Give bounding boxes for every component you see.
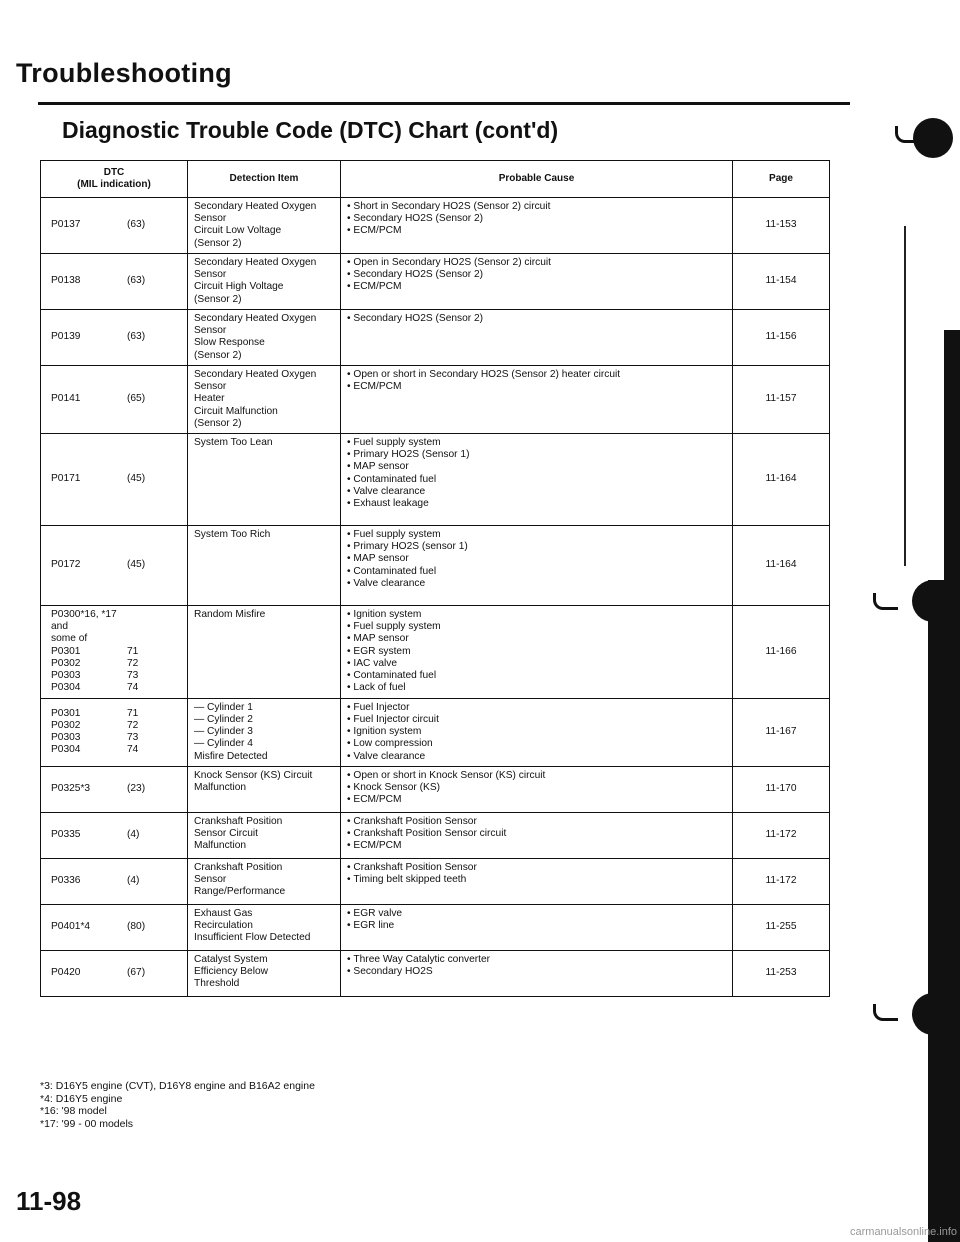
probable-cause-item: • Contaminated fuel <box>347 670 726 682</box>
mil-indication: 73 <box>127 732 139 744</box>
section-tab-marker <box>913 118 953 158</box>
table-row <box>41 525 830 605</box>
probable-cause-cell <box>341 605 733 698</box>
probable-cause-item: • Fuel supply system <box>347 529 726 541</box>
detection-item-cell <box>188 525 341 605</box>
detection-item-line: System Too Rich <box>194 528 271 540</box>
dtc-code-line <box>51 393 181 405</box>
detection-item-line: Catalyst System <box>194 953 268 965</box>
dtc-code-line <box>51 331 181 343</box>
probable-cause-item: • Fuel supply system <box>347 437 726 449</box>
probable-cause-item: • ECM/PCM <box>347 381 726 393</box>
mil-indication: 74 <box>127 682 139 694</box>
dtc-code-line <box>51 708 181 720</box>
detection-item-line: Efficiency Below <box>194 966 268 978</box>
page-reference: 11-154 <box>733 253 830 309</box>
dtc-code-line <box>51 670 181 682</box>
probable-cause-item: • Fuel Injector <box>347 702 726 714</box>
probable-cause-item: • Timing belt skipped teeth <box>347 874 726 886</box>
detection-item-line: Crankshaft Position <box>194 861 283 873</box>
dtc-code: P0335 <box>51 829 81 841</box>
header-detection-item: Detection Item <box>188 161 341 198</box>
probable-cause-cell <box>341 198 733 254</box>
dtc-code: P0138 <box>51 275 81 287</box>
probable-cause-item: • Short in Secondary HO2S (Sensor 2) circuit <box>347 201 726 213</box>
probable-cause-item: • EGR line <box>347 920 726 932</box>
page-edge-line <box>904 226 906 566</box>
detection-item-line: Crankshaft Position <box>194 815 283 827</box>
dtc-code: P0172 <box>51 559 81 571</box>
dtc-code-line <box>51 621 181 633</box>
mil-indication: (4) <box>127 875 140 887</box>
detection-item-line: — Cylinder 4 <box>194 738 253 750</box>
dtc-code: P0137 <box>51 219 81 231</box>
mil-indication: (45) <box>127 473 146 485</box>
probable-cause-item: • Fuel supply system <box>347 621 726 633</box>
dtc-code: P0336 <box>51 875 81 887</box>
section-tab-hook <box>873 593 898 610</box>
page-title: Troubleshooting <box>16 58 232 88</box>
dtc-code-line <box>51 720 181 732</box>
probable-cause-item: • Crankshaft Position Sensor <box>347 816 726 828</box>
detection-item-line: Knock Sensor (KS) Circuit <box>194 769 313 781</box>
header-page: Page <box>733 161 830 198</box>
table-row <box>41 253 830 309</box>
page-reference: 11-172 <box>733 812 830 858</box>
section-tab-hook <box>873 1004 898 1021</box>
detection-item-line: Secondary Heated Oxygen Sensor <box>194 312 317 337</box>
page-reference: 11-255 <box>733 904 830 950</box>
table-row <box>41 858 830 904</box>
probable-cause-cell <box>341 812 733 858</box>
dtc-code-line <box>51 682 181 694</box>
probable-cause-item: • Contaminated fuel <box>347 566 726 578</box>
dtc-code-line <box>51 275 181 287</box>
probable-cause-item: • Knock Sensor (KS) <box>347 782 726 794</box>
probable-cause-item: • Contaminated fuel <box>347 474 726 486</box>
header-probable-cause: Probable Cause <box>341 161 733 198</box>
dtc-code: some of <box>51 633 88 645</box>
detection-item-line: Misfire Detected <box>194 750 268 762</box>
dtc-code-line <box>51 744 181 756</box>
dtc-code-line <box>51 559 181 571</box>
detection-item-cell <box>188 198 341 254</box>
probable-cause-cell <box>341 766 733 812</box>
probable-cause-item: • Open or short in Knock Sensor (KS) circuit <box>347 770 726 782</box>
dtc-code-cell <box>41 309 188 365</box>
detection-item-line: Malfunction <box>194 840 247 852</box>
dtc-code-line <box>51 609 181 621</box>
detection-item-line: Threshold <box>194 978 240 990</box>
probable-cause-item: • Lack of fuel <box>347 682 726 694</box>
dtc-code: P0325*3 <box>51 783 91 795</box>
page-reference: 11-157 <box>733 365 830 433</box>
page-edge-bar <box>944 330 960 590</box>
detection-item-line: — Cylinder 3 <box>194 726 253 738</box>
header-dtc: DTC (MIL indication) <box>41 161 188 198</box>
probable-cause-cell <box>341 525 733 605</box>
detection-item-cell <box>188 698 341 766</box>
detection-item-cell <box>188 858 341 904</box>
table-header-row <box>41 161 830 198</box>
mil-indication: (63) <box>127 331 146 343</box>
probable-cause-item: • Crankshaft Position Sensor <box>347 862 726 874</box>
detection-item-line: (Sensor 2) <box>194 417 242 429</box>
probable-cause-item: • Valve clearance <box>347 751 726 763</box>
detection-item-line: Exhaust Gas <box>194 907 253 919</box>
probable-cause-item: • Ignition system <box>347 609 726 621</box>
detection-item-line: Secondary Heated Oxygen Sensor <box>194 368 317 393</box>
table-row <box>41 766 830 812</box>
detection-item-cell <box>188 605 341 698</box>
mil-indication: 71 <box>127 645 139 657</box>
detection-item-line: Sensor <box>194 874 227 886</box>
dtc-code-line <box>51 875 181 887</box>
dtc-chart-table <box>40 160 830 997</box>
mil-indication: (67) <box>127 967 146 979</box>
probable-cause-item: • Primary HO2S (sensor 1) <box>347 541 726 553</box>
dtc-code-line <box>51 967 181 979</box>
dtc-code: P0420 <box>51 967 81 979</box>
page-reference: 11-164 <box>733 433 830 525</box>
probable-cause-item: • ECM/PCM <box>347 281 726 293</box>
table-row <box>41 605 830 698</box>
dtc-code: P0141 <box>51 393 81 405</box>
dtc-code-cell <box>41 433 188 525</box>
detection-item-line: Insufficient Flow Detected <box>194 932 311 944</box>
dtc-code: P0401*4 <box>51 921 91 933</box>
dtc-code-cell <box>41 605 188 698</box>
table-row <box>41 698 830 766</box>
dtc-code: P0303 <box>51 670 81 682</box>
dtc-code-line <box>51 646 181 658</box>
dtc-code-cell <box>41 950 188 996</box>
dtc-code: P0139 <box>51 331 81 343</box>
probable-cause-item: • ECM/PCM <box>347 225 726 237</box>
dtc-code: P0300*16, *17 <box>51 608 117 620</box>
probable-cause-cell <box>341 309 733 365</box>
dtc-code: P0303 <box>51 732 81 744</box>
table-row <box>41 950 830 996</box>
mil-indication: 74 <box>127 744 139 756</box>
probable-cause-item: • MAP sensor <box>347 633 726 645</box>
mil-indication: (63) <box>127 275 146 287</box>
table-row <box>41 309 830 365</box>
probable-cause-item: • MAP sensor <box>347 461 726 473</box>
page-reference: 11-172 <box>733 858 830 904</box>
dtc-code-line <box>51 732 181 744</box>
dtc-code-cell <box>41 525 188 605</box>
detection-item-line: Circuit Low Voltage <box>194 225 282 237</box>
dtc-code-cell <box>41 253 188 309</box>
detection-item-line: — Cylinder 1 <box>194 701 253 713</box>
detection-item-cell <box>188 904 341 950</box>
watermark: carmanualsonline.info <box>850 1226 958 1238</box>
page-number: 11-98 <box>16 1186 82 1216</box>
probable-cause-item: • MAP sensor <box>347 553 726 565</box>
dtc-code-line <box>51 473 181 485</box>
probable-cause-item: • Fuel Injector circuit <box>347 714 726 726</box>
dtc-code-cell <box>41 365 188 433</box>
dtc-code-line <box>51 783 181 795</box>
mil-indication: (45) <box>127 559 146 571</box>
detection-item-line: Sensor Circuit <box>194 828 258 840</box>
mil-indication: 71 <box>127 707 139 719</box>
dtc-code-cell <box>41 858 188 904</box>
dtc-code: P0304 <box>51 744 81 756</box>
table-body <box>41 198 830 997</box>
probable-cause-item: • Valve clearance <box>347 486 726 498</box>
probable-cause-cell <box>341 858 733 904</box>
detection-item-line: Heater <box>194 393 225 405</box>
mil-indication: 72 <box>127 719 139 731</box>
title-rule <box>38 102 850 105</box>
detection-item-line: Secondary Heated Oxygen Sensor <box>194 201 317 225</box>
detection-item-cell <box>188 766 341 812</box>
detection-item-line: (Sensor 2) <box>194 237 242 249</box>
probable-cause-item: • IAC valve <box>347 658 726 670</box>
page-reference: 11-167 <box>733 698 830 766</box>
probable-cause-item: • Crankshaft Position Sensor circuit <box>347 828 726 840</box>
dtc-code: P0301 <box>51 645 81 657</box>
probable-cause-cell <box>341 698 733 766</box>
page-edge-bar <box>928 580 960 1242</box>
probable-cause-item: • EGR system <box>347 646 726 658</box>
detection-item-cell <box>188 950 341 996</box>
table-row <box>41 812 830 858</box>
dtc-code: P0171 <box>51 473 81 485</box>
page-reference: 11-170 <box>733 766 830 812</box>
dtc-code-cell <box>41 904 188 950</box>
probable-cause-cell <box>341 950 733 996</box>
mil-indication: (4) <box>127 829 140 841</box>
detection-item-cell <box>188 433 341 525</box>
probable-cause-item: • ECM/PCM <box>347 840 726 852</box>
probable-cause-item: • Secondary HO2S <box>347 966 726 978</box>
probable-cause-item: • EGR valve <box>347 908 726 920</box>
detection-item-line: (Sensor 2) <box>194 293 242 305</box>
dtc-code-line <box>51 633 181 645</box>
detection-item-cell <box>188 253 341 309</box>
mil-indication: (80) <box>127 921 146 933</box>
mil-indication: (65) <box>127 393 146 405</box>
dtc-code-cell <box>41 198 188 254</box>
detection-item-cell <box>188 365 341 433</box>
table-row <box>41 904 830 950</box>
probable-cause-cell <box>341 904 733 950</box>
dtc-code: P0301 <box>51 707 81 719</box>
dtc-code-line <box>51 219 181 231</box>
dtc-code: P0302 <box>51 719 81 731</box>
probable-cause-item: • Exhaust leakage <box>347 498 726 510</box>
section-tab-marker <box>912 993 954 1035</box>
probable-cause-item: • Low compression <box>347 738 726 750</box>
probable-cause-item: • Secondary HO2S (Sensor 2) <box>347 269 726 281</box>
page-reference: 11-153 <box>733 198 830 254</box>
footnotes <box>40 1080 315 1130</box>
probable-cause-item: • Secondary HO2S (Sensor 2) <box>347 313 726 325</box>
table-row <box>41 365 830 433</box>
detection-item-line: Slow Response <box>194 337 265 349</box>
detection-item-cell <box>188 309 341 365</box>
probable-cause-cell <box>341 253 733 309</box>
detection-item-line: Range/Performance <box>194 886 286 898</box>
detection-item-line: Circuit Malfunction <box>194 405 278 417</box>
detection-item-line: Random Misfire <box>194 608 266 620</box>
probable-cause-item: • Open in Secondary HO2S (Sensor 2) circuit <box>347 257 726 269</box>
mil-indication: (63) <box>127 219 146 231</box>
footnote: *4: D16Y5 engine <box>40 1092 123 1105</box>
footnote: *3: D16Y5 engine (CVT), D16Y8 engine and B16A2 engine <box>40 1080 315 1092</box>
page-reference: 11-166 <box>733 605 830 698</box>
detection-item-line: — Cylinder 2 <box>194 713 253 725</box>
probable-cause-cell <box>341 433 733 525</box>
dtc-code: P0304 <box>51 682 81 694</box>
dtc-code-cell <box>41 812 188 858</box>
dtc-code: and <box>51 621 68 633</box>
probable-cause-item: • Open or short in Secondary HO2S (Sensor 2) heater circuit <box>347 369 726 381</box>
mil-indication: (23) <box>127 783 146 795</box>
probable-cause-item: • Three Way Catalytic converter <box>347 954 726 966</box>
page-reference: 11-164 <box>733 525 830 605</box>
dtc-code-line <box>51 829 181 841</box>
probable-cause-item: • Ignition system <box>347 726 726 738</box>
detection-item-line: Secondary Heated Oxygen Sensor <box>194 256 317 281</box>
probable-cause-item: • Primary HO2S (Sensor 1) <box>347 449 726 461</box>
footnote: *17: '99 - 00 models <box>40 1117 134 1130</box>
detection-item-line: Malfunction <box>194 782 247 794</box>
dtc-code: P0302 <box>51 657 81 669</box>
mil-indication: 73 <box>127 670 139 682</box>
probable-cause-item: • ECM/PCM <box>347 794 726 806</box>
detection-item-line: System Too Lean <box>194 436 273 448</box>
dtc-code-line <box>51 921 181 933</box>
probable-cause-item: • Valve clearance <box>347 578 726 590</box>
detection-item-line: Circuit High Voltage <box>194 281 284 293</box>
probable-cause-item: • Secondary HO2S (Sensor 2) <box>347 213 726 225</box>
table-row <box>41 433 830 525</box>
page-reference: 11-156 <box>733 309 830 365</box>
detection-item-cell <box>188 812 341 858</box>
chart-subtitle: Diagnostic Trouble Code (DTC) Chart (cont'd) <box>62 117 559 143</box>
dtc-code-cell <box>41 698 188 766</box>
table-row <box>41 198 830 254</box>
mil-indication: 72 <box>127 657 139 669</box>
footnote: *16: '98 model <box>40 1105 107 1118</box>
dtc-code-line <box>51 658 181 670</box>
detection-item-line: (Sensor 2) <box>194 349 242 361</box>
detection-item-line: Recirculation <box>194 920 253 932</box>
probable-cause-cell <box>341 365 733 433</box>
page-reference: 11-253 <box>733 950 830 996</box>
dtc-code-cell <box>41 766 188 812</box>
